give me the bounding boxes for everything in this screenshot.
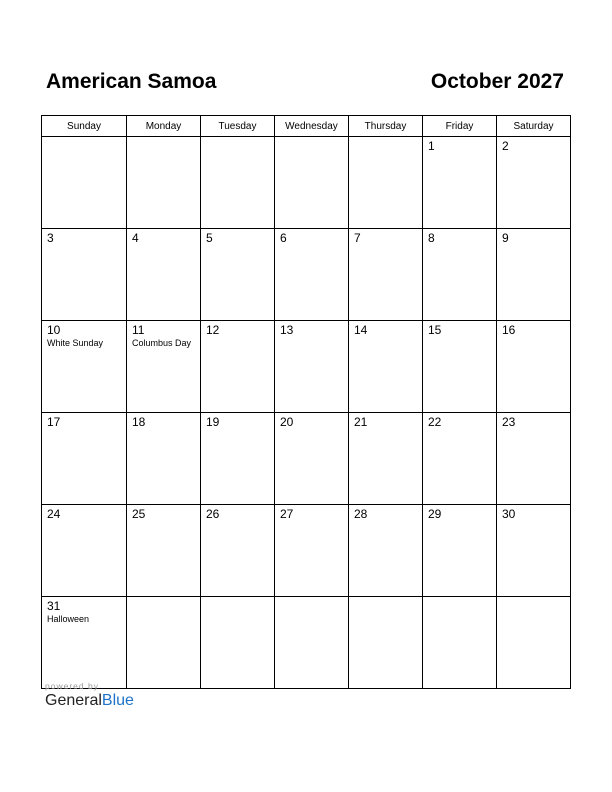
empty-day-cell	[349, 597, 423, 689]
week-row	[42, 137, 571, 229]
country-title: American Samoa	[46, 70, 217, 93]
day-cell	[497, 137, 571, 229]
weekday-header-row	[42, 116, 571, 137]
day-cell	[275, 505, 349, 597]
day-number: 23	[502, 415, 516, 429]
day-number: 9	[502, 231, 509, 245]
weekday-wednesday: Wednesday	[275, 116, 349, 137]
week-row	[42, 229, 571, 321]
holiday-label: White Sunday	[47, 338, 104, 348]
logo-general-text: General	[45, 692, 102, 709]
day-cell	[42, 413, 127, 505]
day-cell	[423, 229, 497, 321]
empty-day-cell	[275, 137, 349, 229]
empty-day-cell	[127, 597, 201, 689]
day-number: 1	[428, 139, 435, 153]
day-cell	[42, 597, 127, 689]
week-row	[42, 597, 571, 689]
day-cell	[423, 413, 497, 505]
day-number: 29	[428, 507, 442, 521]
day-cell	[201, 229, 275, 321]
day-cell	[201, 321, 275, 413]
empty-day-cell	[201, 597, 275, 689]
day-cell	[127, 413, 201, 505]
day-cell	[42, 321, 127, 413]
day-number: 18	[132, 415, 146, 429]
day-number: 19	[206, 415, 220, 429]
day-number: 24	[47, 507, 61, 521]
day-cell	[127, 505, 201, 597]
day-cell	[201, 413, 275, 505]
weekday-sunday: Sunday	[42, 116, 127, 137]
day-cell	[42, 229, 127, 321]
day-number: 5	[206, 231, 213, 245]
month-year-title: October 2027	[430, 70, 564, 93]
day-number: 15	[428, 323, 442, 337]
day-number: 10	[47, 323, 61, 337]
weekday-saturday: Saturday	[497, 116, 571, 137]
generalblue-branding	[45, 681, 134, 710]
empty-day-cell	[127, 137, 201, 229]
weekday-thursday: Thursday	[349, 116, 423, 137]
generalblue-logo	[45, 692, 134, 710]
day-cell	[201, 505, 275, 597]
day-number: 28	[354, 507, 368, 521]
weekday-monday: Monday	[127, 116, 201, 137]
day-cell	[42, 505, 127, 597]
day-cell	[349, 505, 423, 597]
day-cell	[497, 321, 571, 413]
day-cell	[423, 505, 497, 597]
powered-by-label: powered by	[45, 681, 99, 691]
empty-day-cell	[349, 137, 423, 229]
logo-blue-text: Blue	[101, 692, 134, 709]
day-number: 14	[354, 323, 368, 337]
day-cell	[423, 321, 497, 413]
day-number: 7	[354, 231, 361, 245]
day-cell	[497, 229, 571, 321]
weekday-tuesday: Tuesday	[201, 116, 275, 137]
day-number: 21	[354, 415, 368, 429]
day-cell	[349, 229, 423, 321]
holiday-label: Columbus Day	[132, 338, 192, 348]
day-cell	[349, 413, 423, 505]
day-cell	[497, 413, 571, 505]
empty-day-cell	[423, 597, 497, 689]
week-row	[42, 413, 571, 505]
week-row	[42, 321, 571, 413]
day-number: 12	[206, 323, 220, 337]
day-cell	[497, 505, 571, 597]
day-cell	[127, 229, 201, 321]
day-number: 31	[47, 599, 61, 613]
day-number: 6	[280, 231, 287, 245]
empty-day-cell	[275, 597, 349, 689]
day-cell	[127, 321, 201, 413]
day-number: 16	[502, 323, 516, 337]
day-number: 2	[502, 139, 509, 153]
day-number: 4	[132, 231, 139, 245]
holiday-label: Halloween	[47, 614, 90, 624]
day-number: 20	[280, 415, 294, 429]
empty-day-cell	[497, 597, 571, 689]
day-cell	[275, 229, 349, 321]
empty-day-cell	[42, 137, 127, 229]
empty-day-cell	[201, 137, 275, 229]
day-number: 30	[502, 507, 516, 521]
day-number: 11	[132, 323, 145, 337]
day-number: 3	[47, 231, 54, 245]
day-number: 17	[47, 415, 61, 429]
day-number: 26	[206, 507, 220, 521]
day-number: 13	[280, 323, 294, 337]
day-number: 27	[280, 507, 294, 521]
day-cell	[275, 321, 349, 413]
day-cell	[423, 137, 497, 229]
week-row	[42, 505, 571, 597]
day-number: 25	[132, 507, 146, 521]
day-number: 8	[428, 231, 435, 245]
weekday-friday: Friday	[423, 116, 497, 137]
calendar-grid	[41, 115, 571, 689]
day-cell	[349, 321, 423, 413]
day-cell	[275, 413, 349, 505]
day-number: 22	[428, 415, 442, 429]
